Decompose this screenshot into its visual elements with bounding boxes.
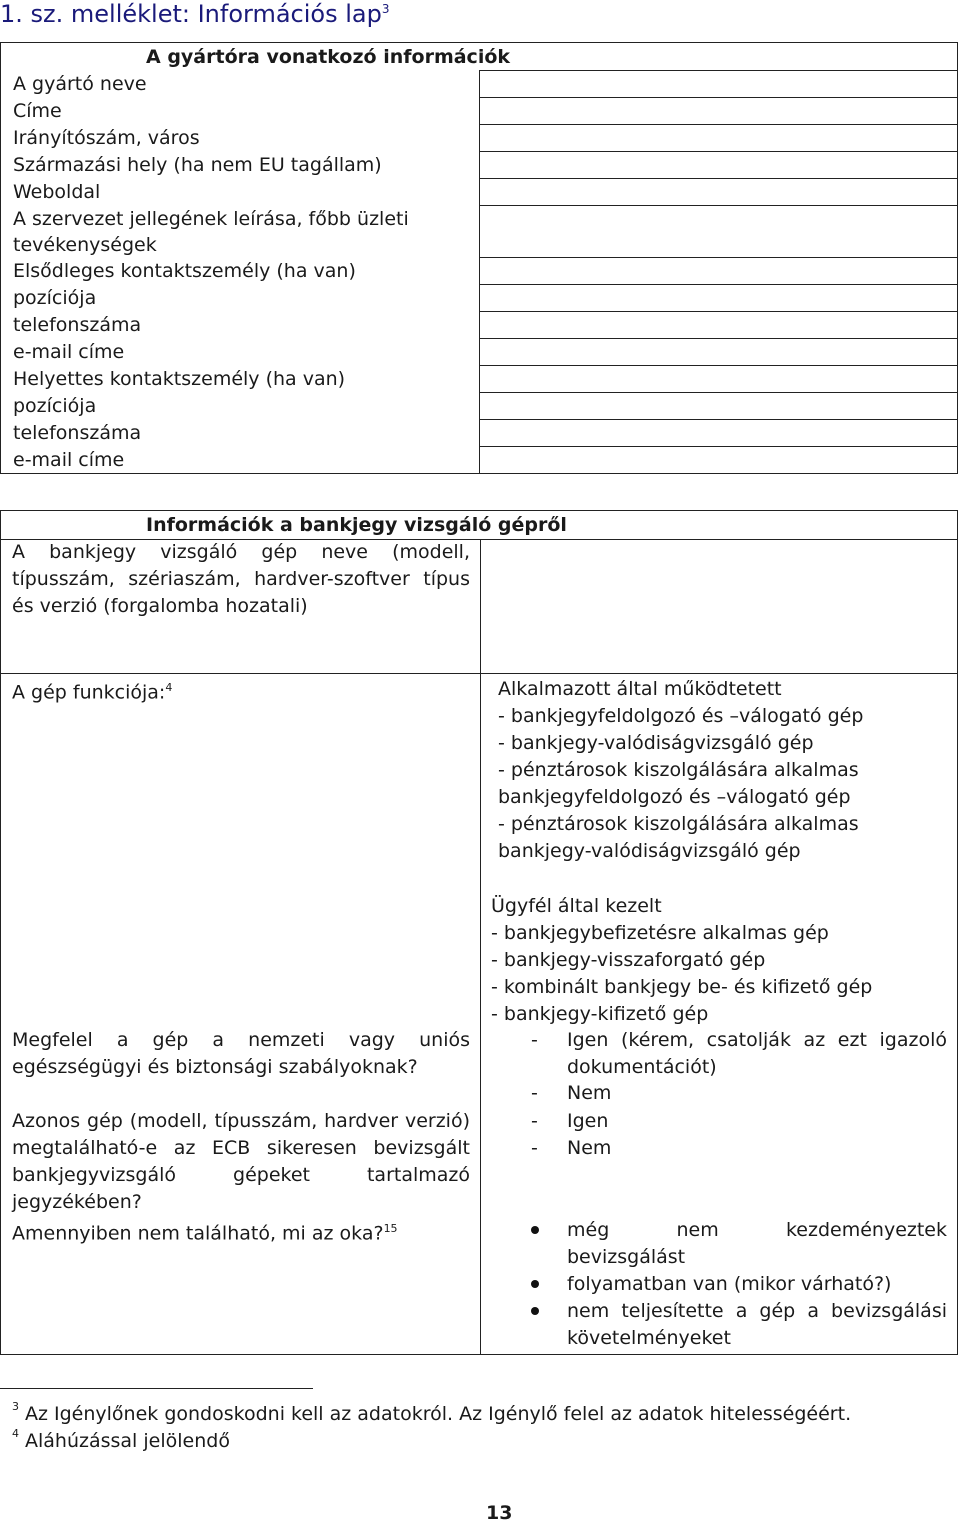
manufacturer-name-field[interactable]	[479, 71, 958, 98]
customer-operated-title: Ügyfél által kezelt	[491, 895, 662, 917]
footnote: $^3$ Az Igénylőnek gondoskodni kell az adatokról. Az Igénylő felel az adatok hitelességéért.	[12, 1400, 852, 1425]
primary-position-field[interactable]	[479, 285, 958, 312]
reason-option[interactable]: folyamatban van (mikor várható?)	[567, 1273, 892, 1295]
function-option[interactable]: bankjegy-valódiságvizsgáló gép	[498, 840, 801, 862]
origin-field[interactable]	[479, 152, 958, 179]
row-label: telefonszáma	[1, 312, 480, 339]
employee-operated-group	[498, 676, 863, 865]
primary-phone-field[interactable]	[479, 312, 958, 339]
bullet-icon	[531, 1226, 539, 1234]
page-title: 1. sz. melléklet: Információs lap$^3$	[0, 0, 390, 28]
row-label: Származási hely (ha nem EU tagállam)	[1, 152, 480, 179]
row-label: Elsődleges kontaktszemély (ha van)	[1, 258, 480, 285]
reason-question: Amennyiben nem található, mi az oka?$^{15}$	[12, 1222, 398, 1245]
function-option[interactable]: - bankjegybefizetésre alkalmas gép	[491, 922, 829, 944]
function-option[interactable]: - bankjegy-kifizető gép	[491, 1003, 709, 1025]
function-option[interactable]: - bankjegy-visszaforgató gép	[491, 949, 766, 971]
function-option[interactable]: - kombinált bankjegy be- és kifizető gép	[491, 976, 873, 998]
footnote-separator	[0, 1388, 313, 1389]
function-option[interactable]: - pénztárosok kiszolgálására alkalmas	[498, 813, 859, 835]
row-label: Weboldal	[1, 179, 480, 206]
ecb-list-question: Azonos gép (modell, típusszám, hardver verzió) megtalálható-e az ECB sikeresen bevizsgált bankjegyvizsgáló gépeket tartalmazó jegyzékében?	[12, 1110, 470, 1213]
bullet-icon	[531, 1307, 539, 1315]
row-label: Helyettes kontaktszemély (ha van)	[1, 366, 480, 393]
address-field[interactable]	[479, 98, 958, 125]
function-option[interactable]: - bankjegyfeldolgozó és –válogató gép	[498, 705, 864, 727]
zip-city-field[interactable]	[479, 125, 958, 152]
row-label: tevékenységek	[1, 232, 480, 258]
reason-option[interactable]: még nem kezdeményeztek bevizsgálást	[567, 1219, 947, 1268]
row-label: pozíciója	[1, 393, 480, 420]
primary-email-field[interactable]	[479, 339, 958, 366]
row-label: A szervezet jellegének leírása, főbb üzleti	[1, 206, 480, 232]
health-safety-question: Megfelel a gép a nemzeti vagy uniós egészségügyi és biztonsági szabályoknak?	[12, 1029, 470, 1078]
row-label: e-mail címe	[1, 447, 480, 474]
bullet-icon	[531, 1280, 539, 1288]
primary-contact-field[interactable]	[479, 258, 958, 285]
row-label: A gyártó neve	[1, 71, 480, 98]
deputy-contact-field[interactable]	[479, 366, 958, 393]
employee-operated-title: Alkalmazott által működtetett	[498, 678, 782, 700]
health-option-no[interactable]: Nem	[567, 1082, 612, 1104]
health-option-yes[interactable]: Igen (kérem, csatolják az ezt igazoló dokumentációt)	[567, 1029, 947, 1078]
deputy-phone-field[interactable]	[479, 420, 958, 447]
function-label: A gép funkciója:$^4$	[12, 681, 173, 704]
row-label: e-mail címe	[1, 339, 480, 366]
dash-marker: -	[531, 1082, 538, 1104]
machine-section-heading: Információk a bankjegy vizsgáló gépről	[146, 514, 567, 536]
business-description-field[interactable]	[479, 206, 958, 258]
function-option[interactable]: - pénztárosok kiszolgálására alkalmas	[498, 759, 859, 781]
manufacturer-info-table	[0, 42, 958, 474]
footnote: $^4$ Aláhúzással jelölendő	[12, 1427, 230, 1452]
column-divider	[480, 674, 481, 1354]
page-number: 13	[486, 1502, 513, 1524]
machine-name-label: A bankjegy vizsgáló gép neve (modell, típusszám, szériaszám, hardver-szoftver típus és verzió (forgalomba hozatali)	[12, 541, 470, 617]
dash-marker: -	[531, 1029, 538, 1051]
ecb-option-yes[interactable]: Igen	[567, 1110, 609, 1132]
row-label: telefonszáma	[1, 420, 480, 447]
row-label: pozíciója	[1, 285, 480, 312]
dash-marker: -	[531, 1137, 538, 1159]
reason-option[interactable]: nem teljesítette a gép a bevizsgálási követelményeket	[567, 1300, 947, 1349]
deputy-position-field[interactable]	[479, 393, 958, 420]
dash-marker: -	[531, 1110, 538, 1132]
deputy-email-field[interactable]	[479, 447, 958, 474]
row-label: Irányítószám, város	[1, 125, 480, 152]
function-option[interactable]: bankjegyfeldolgozó és –válogató gép	[498, 786, 851, 808]
website-field[interactable]	[479, 179, 958, 206]
row-label: Címe	[1, 98, 480, 125]
manufacturer-section-heading: A gyártóra vonatkozó információk	[1, 43, 958, 71]
function-option[interactable]: - bankjegy-valódiságvizsgáló gép	[498, 732, 814, 754]
ecb-option-no[interactable]: Nem	[567, 1137, 612, 1159]
customer-operated-group	[491, 893, 872, 1028]
